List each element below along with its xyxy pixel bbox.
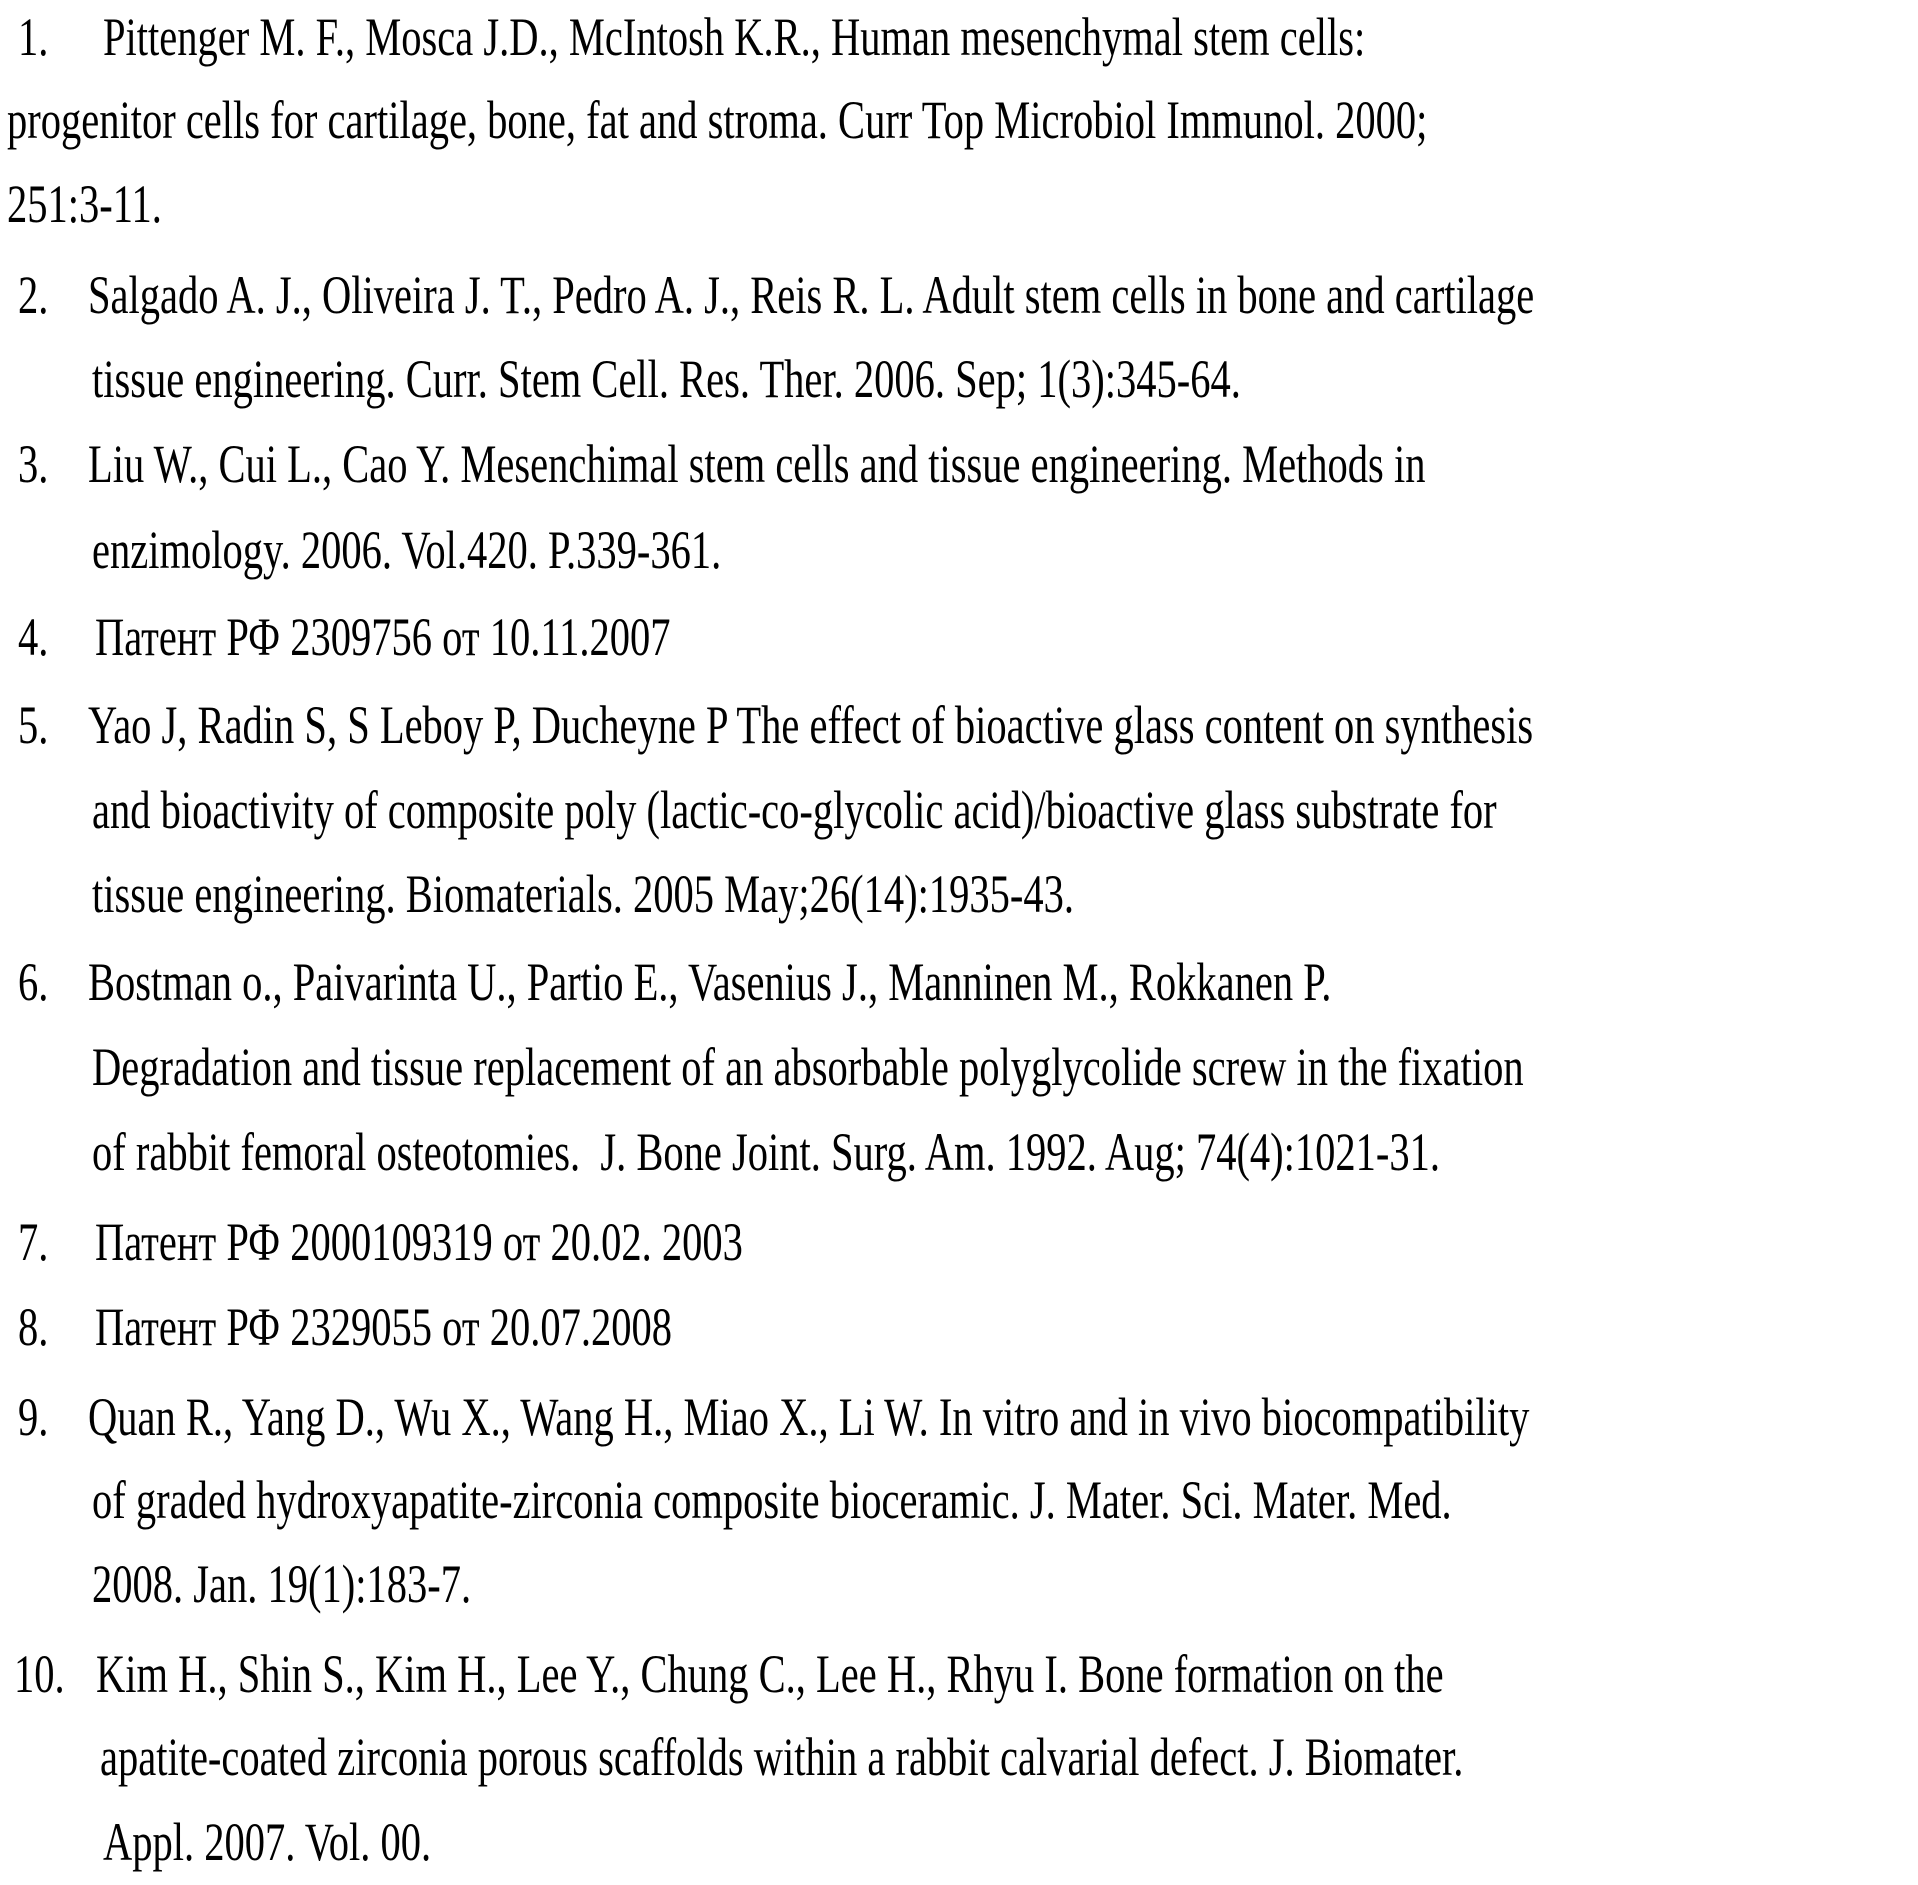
- reference-text: tissue engineering. Curr. Stem Cell. Res. Ther. 2006. Sep; 1(3):345-64.: [92, 349, 1241, 409]
- reference-text: Bostman o., Paivarinta U., Partio E., Vasenius J., Manninen M., Rokkanen P.: [88, 952, 1332, 1012]
- reference-line: [0, 6, 1918, 68]
- reference-line: [0, 779, 1918, 841]
- reference-number: 5.: [18, 695, 49, 755]
- reference-line: [0, 1296, 1918, 1358]
- reference-text: of graded hydroxyapatite-zirconia composite bioceramic. J. Mater. Sci. Mater. Med.: [92, 1470, 1452, 1530]
- reference-line: [0, 1386, 1918, 1448]
- reference-text: 251:3-11.: [7, 174, 162, 234]
- reference-text: enzimology. 2006. Vol.420. P.339-361.: [92, 520, 722, 580]
- reference-line: [0, 1643, 1918, 1705]
- reference-number: 6.: [18, 952, 49, 1012]
- reference-text: Quan R., Yang D., Wu X., Wang H., Miao X., Li W. In vitro and in vivo biocompatibility: [88, 1387, 1530, 1447]
- reference-text: Liu W., Cui L., Cao Y. Mesenchimal stem cells and tissue engineering. Methods in: [88, 434, 1426, 494]
- reference-line: [0, 519, 1918, 581]
- reference-line: [0, 1036, 1918, 1098]
- reference-line: [0, 348, 1918, 410]
- reference-text: Патент РФ 2329055 от 20.07.2008: [95, 1297, 672, 1357]
- reference-number: 3.: [18, 434, 49, 494]
- reference-text: apatite-coated zirconia porous scaffolds within a rabbit calvarial defect. J. Biomater.: [100, 1727, 1464, 1787]
- reference-line: [0, 173, 1918, 235]
- reference-number: 10.: [14, 1644, 65, 1704]
- reference-line: [0, 694, 1918, 756]
- reference-line: [0, 89, 1918, 151]
- reference-text: and bioactivity of composite poly (lactic-co-glycolic acid)/bioactive glass substrate for: [92, 780, 1497, 840]
- reference-number: 7.: [18, 1212, 49, 1272]
- reference-text: tissue engineering. Biomaterials. 2005 May;26(14):1935-43.: [92, 864, 1074, 924]
- reference-text: Патент РФ 2000109319 от 20.02. 2003: [95, 1212, 743, 1272]
- reference-line: [0, 1211, 1918, 1273]
- reference-line: [0, 863, 1918, 925]
- reference-line: [0, 951, 1918, 1013]
- reference-text: Appl. 2007. Vol. 00.: [103, 1812, 432, 1872]
- reference-text: Pittenger M. F., Mosca J.D., McIntosh K.R., Human mesenchymal stem cells:: [103, 7, 1366, 67]
- reference-text: Kim H., Shin S., Kim H., Lee Y., Chung C., Lee H., Rhyu I. Bone formation on the: [96, 1644, 1444, 1704]
- reference-line: [0, 1553, 1918, 1615]
- reference-text: Yao J, Radin S, S Leboy P, Ducheyne P The effect of bioactive glass content on synthesis: [88, 695, 1534, 755]
- reference-line: [0, 1121, 1918, 1183]
- reference-number: 2.: [18, 265, 49, 325]
- reference-text: of rabbit femoral osteotomies. J. Bone Joint. Surg. Am. 1992. Aug; 74(4):1021-31.: [92, 1122, 1441, 1182]
- reference-number: 1.: [18, 7, 49, 67]
- reference-number: 9.: [18, 1387, 49, 1447]
- reference-text: Salgado A. J., Oliveira J. T., Pedro A. J., Reis R. L. Adult stem cells in bone and cartilage: [88, 265, 1535, 325]
- reference-line: [0, 1811, 1918, 1873]
- reference-number: 4.: [18, 607, 49, 667]
- reference-line: [0, 1726, 1918, 1788]
- reference-number: 8.: [18, 1297, 49, 1357]
- reference-text: progenitor cells for cartilage, bone, fat and stroma. Curr Top Microbiol Immunol. 2000;: [7, 90, 1428, 150]
- reference-text: Патент РФ 2309756 от 10.11.2007: [95, 607, 671, 667]
- reference-line: [0, 264, 1918, 326]
- reference-line: [0, 606, 1918, 668]
- reference-line: [0, 1469, 1918, 1531]
- reference-line: [0, 433, 1918, 495]
- reference-text: 2008. Jan. 19(1):183-7.: [92, 1554, 472, 1614]
- reference-text: Degradation and tissue replacement of an absorbable polyglycolide screw in the fixation: [92, 1037, 1524, 1097]
